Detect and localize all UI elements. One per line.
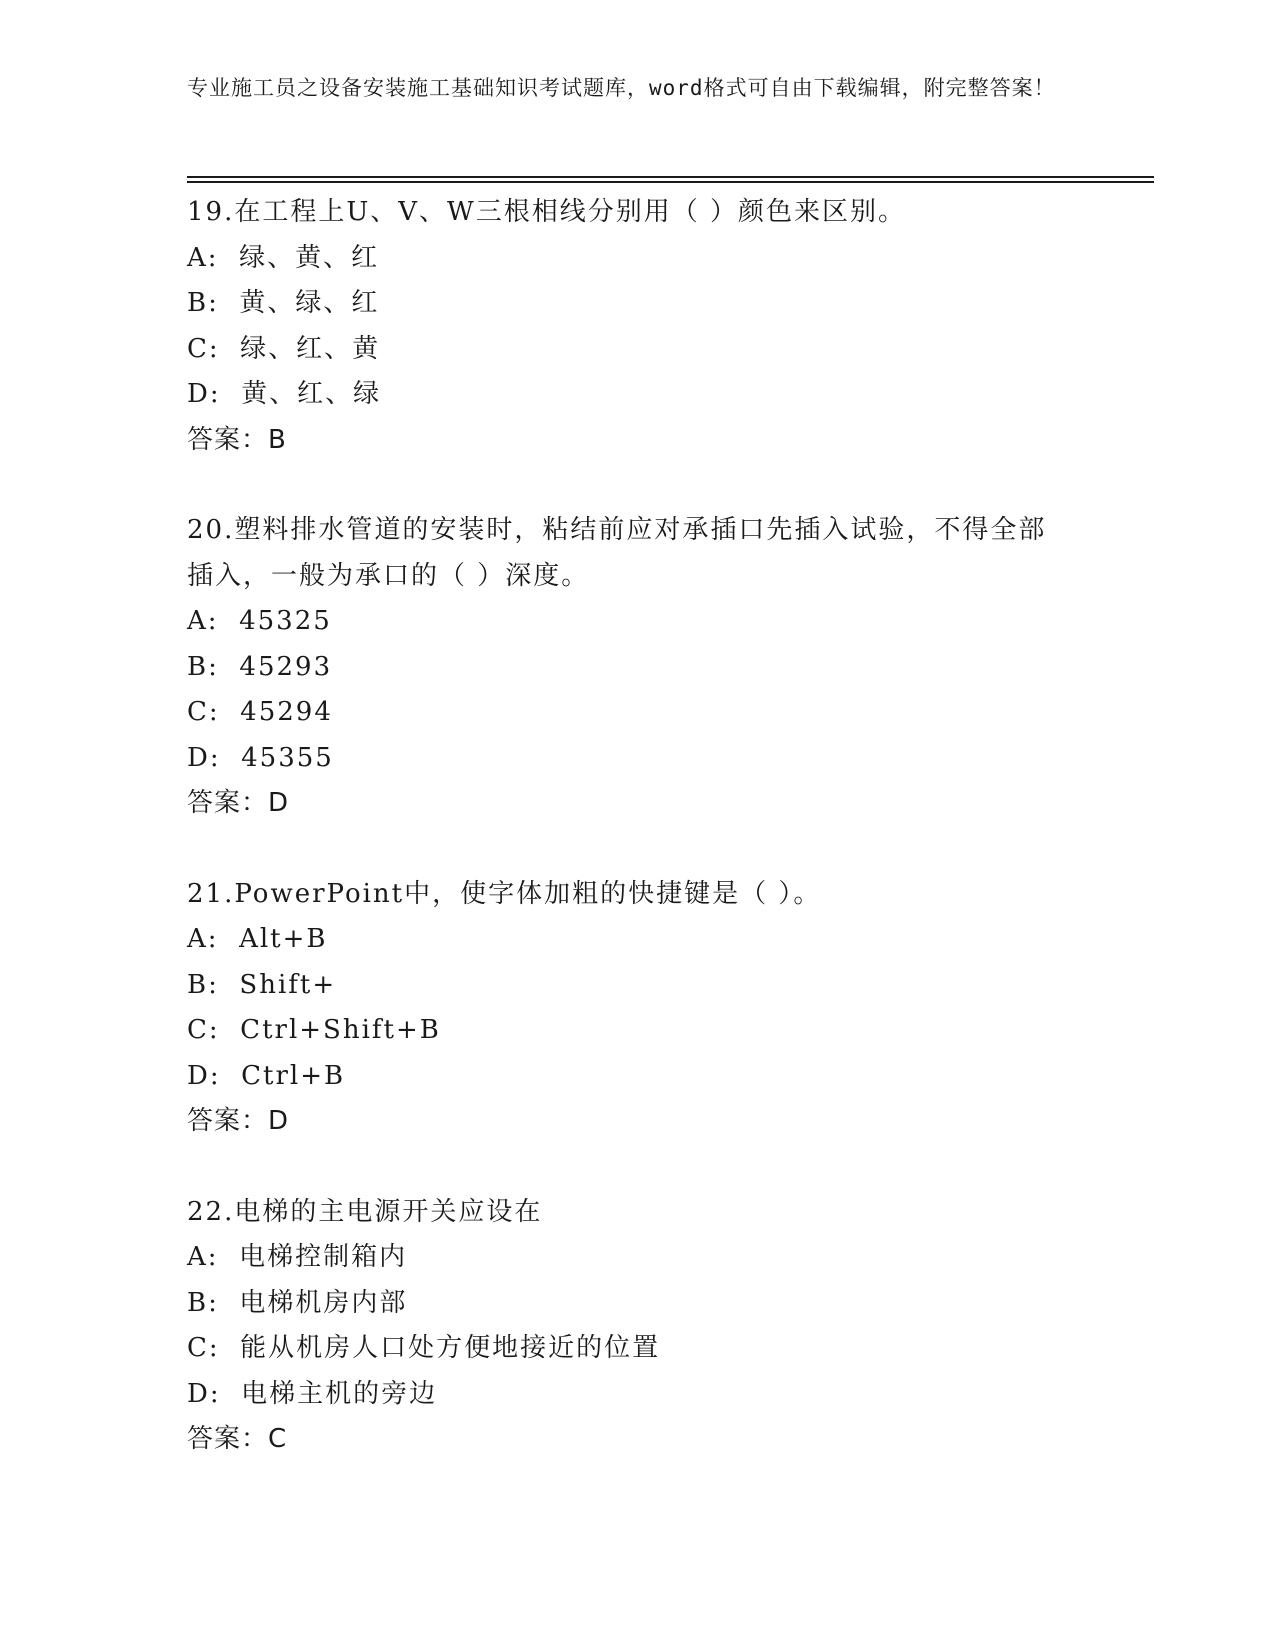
question-stem: 21.PowerPoint中，使字体加粗的快捷键是（ ）。 [187,878,822,909]
option-b: B: 45293 [187,651,333,682]
option-d: D: 电梯主机的旁边 [187,1378,438,1409]
option-c: C: Ctrl+Shift+B [187,1015,441,1045]
question-21 [187,872,1087,1145]
option-b: B: 黄、绿、红 [187,288,380,318]
question-stem: 19.在工程上U、V、W三根相线分别用（ ）颜色来区别。 [187,197,907,227]
option-a: A: 绿、黄、红 [187,242,380,273]
question-stem: 20.塑料排水管道的安装时，粘结前应对承插口先插入试验，不得全部插入，一般为承口的（ ）深度。 [187,515,1047,591]
option-b: B: Shift+ [187,969,337,1000]
question-19 [187,190,1087,463]
question-20 [187,508,1087,827]
option-d: D: 黄、红、绿 [187,379,382,409]
answer-label: 答案：D [187,1106,290,1136]
option-a: A: Alt+B [187,924,328,954]
option-b: B: 电梯机房内部 [187,1287,408,1318]
option-c: C: 45294 [187,697,333,727]
option-a: A: 45325 [187,606,332,636]
option-d: D: Ctrl+B [187,1060,346,1091]
header-divider-bottom [187,181,1154,183]
option-c: C: 绿、红、黄 [187,333,381,364]
question-stem: 22.电梯的主电源开关应设在 [187,1196,543,1227]
option-c: C: 能从机房人口处方便地接近的位置 [187,1333,661,1363]
option-a: A: 电梯控制箱内 [187,1242,408,1272]
document-header: 专业施工员之设备安装施工基础知识考试题库，word格式可自由下载编辑，附完整答案！ [187,76,1056,100]
option-d: D: 45355 [187,742,334,773]
answer-label: 答案：D [187,788,290,818]
answer-label: 答案：B [187,424,287,455]
question-list [187,190,1087,1508]
header-divider-top [187,176,1154,178]
answer-label: 答案：C [187,1424,288,1454]
question-22 [187,1190,1087,1463]
